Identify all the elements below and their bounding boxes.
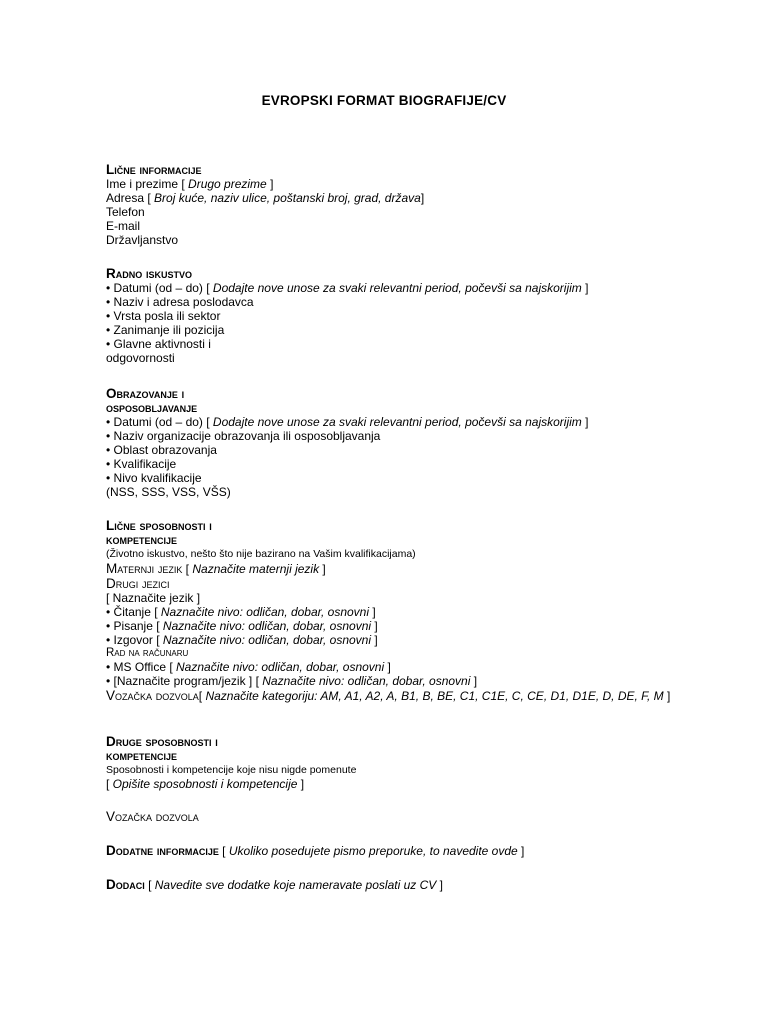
- field-citizenship: Državljanstvo: [106, 233, 179, 247]
- heading-other-skills: Druge sposobnosti i: [106, 734, 218, 749]
- section-drivers-license: [106, 809, 726, 824]
- list-item: • Glavne aktivnosti i: [106, 337, 211, 351]
- heading-annexes: Dodaci: [106, 877, 145, 892]
- section-personal-info: [106, 163, 726, 247]
- section-education: [106, 387, 726, 499]
- section-additional-info: Dodatne informacije [ Ukoliko posedujete pismo preporuke, to navedite ovde ]: [106, 843, 525, 858]
- list-item: • Čitanje [ Naznačite nivo: odličan, dobar, osnovni ]: [106, 605, 376, 619]
- heading-education-sub: osposobljavanje: [106, 400, 198, 415]
- field-email: E-mail: [106, 219, 141, 233]
- list-item: • Oblast obrazovanja: [106, 443, 217, 457]
- heading-education: Obrazovanje i: [106, 386, 185, 401]
- field-drivers-license: Vozačka dozvola[ Naznačite kategoriju: AM, A1, A2, A, B1, B, BE, C1, C1E, C, CE, D1, D1E, D, DE, F, M ]: [106, 688, 671, 703]
- list-item: • MS Office [ Naznačite nivo: odličan, dobar, osnovni ]: [106, 660, 391, 674]
- field-language-hint: [ Naznačite jezik ]: [106, 591, 201, 605]
- list-item-continuation: odgovornosti: [106, 351, 175, 365]
- list-item: • Pisanje [ Naznačite nivo: odličan, dobar, osnovni ]: [106, 619, 378, 633]
- list-item: • Naziv organizacije obrazovanja ili osposobljavanja: [106, 429, 381, 443]
- list-item: • Kvalifikacije: [106, 457, 177, 471]
- list-item: • Nivo kvalifikacije: [106, 471, 202, 485]
- section-other-skills: [106, 735, 726, 791]
- field-computer-skills: Rad na računaru: [106, 647, 189, 659]
- field-other-skills-hint: [ Opišite sposobnosti i kompetencije ]: [106, 777, 305, 791]
- section-work-experience: [106, 267, 726, 365]
- section-personal-skills: [106, 519, 726, 705]
- field-name: Ime i prezime [ Drugo prezime ]: [106, 177, 274, 191]
- heading-personal-skills-sub: kompetencije: [106, 532, 178, 547]
- list-item: • Izgovor [ Naznačite nivo: odličan, dobar, osnovni ]: [106, 633, 378, 647]
- section-note: (Životno iskustvo, nešto što nije bazirano na Vašim kvalifikacijama): [106, 548, 416, 560]
- heading-other-skills-sub: kompetencije: [106, 748, 178, 763]
- heading-personal-info: Lične informacije: [106, 162, 202, 177]
- list-item: • [Naznačite program/jezik ] [ Naznačite nivo: odličan, dobar, osnovni ]: [106, 674, 478, 688]
- section-note: Sposobnosti i kompetencije koje nisu nigde pomenute: [106, 764, 357, 776]
- list-item: • Naziv i adresa poslodavca: [106, 295, 254, 309]
- heading-drivers-license: Vozačka dozvola: [106, 809, 199, 824]
- field-mother-tongue: Maternji jezik [ Naznačite maternji jezik ]: [106, 561, 326, 576]
- section-annexes: Dodaci [ Navedite sve dodatke koje nameravate poslati uz CV ]: [106, 877, 443, 892]
- heading-personal-skills: Lične sposobnosti i: [106, 518, 212, 533]
- field-address: Adresa [ Broj kuće, naziv ulice, poštanski broj, grad, država]: [106, 191, 425, 205]
- heading-work-experience: Radno iskustvo: [106, 266, 193, 281]
- list-item: • Datumi (od – do) [ Dodajte nove unose za svaki relevantni period, počevši sa najskorijim ]: [106, 415, 589, 429]
- list-item: • Zanimanje ili pozicija: [106, 323, 225, 337]
- list-item: • Vrsta posla ili sektor: [106, 309, 221, 323]
- list-item: • Datumi (od – do) [ Dodajte nove unose za svaki relevantni period, počevši sa najskorijim ]: [106, 281, 589, 295]
- document-title: EVROPSKI FORMAT BIOGRAFIJE/CV: [261, 93, 507, 108]
- field-phone: Telefon: [106, 205, 145, 219]
- heading-additional-info: Dodatne informacije: [106, 843, 219, 858]
- field-other-languages: Drugi jezici: [106, 576, 170, 591]
- list-item: (NSS, SSS, VSS, VŠS): [106, 485, 231, 499]
